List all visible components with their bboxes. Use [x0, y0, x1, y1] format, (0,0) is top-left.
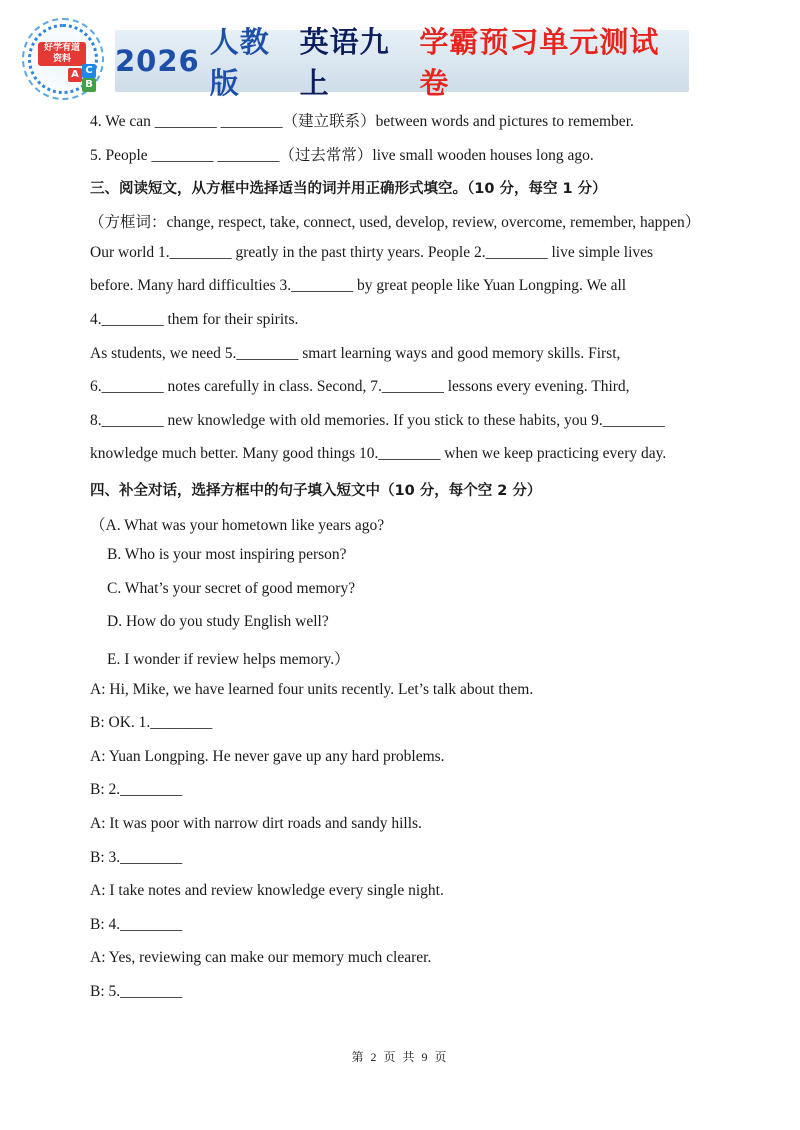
dialogue-line: B: 4.________	[90, 916, 183, 933]
banner-edition: 人教版	[209, 25, 270, 100]
dialogue-line: B: 2.________	[90, 781, 183, 798]
passage-line: 8.________ new knowledge with old memories. If you stick to these habits, you 9.________	[90, 412, 665, 429]
passage-line: 4.________ them for their spirits.	[90, 311, 299, 328]
banner-title: 学霸预习单元测试卷	[419, 25, 660, 100]
dialogue-line: B: OK. 1.________	[90, 714, 213, 731]
question-line: 5. People ________ ________（过去常常）live small wooden houses long ago.	[90, 147, 594, 164]
dialogue-line: A: I take notes and review knowledge every single night.	[90, 882, 444, 899]
abc-block-icon: C	[82, 64, 96, 78]
word-box: （方框词：change, respect, take, connect, used, develop, review, overcome, remember, happen）	[89, 214, 701, 231]
option-line: C. What’s your secret of good memory?	[107, 580, 356, 597]
page-number: 第 2 页 共 9 页	[351, 1050, 449, 1064]
dialogue-line: A: It was poor with narrow dirt roads and sandy hills.	[90, 815, 422, 832]
banner-year: 2026	[115, 44, 200, 78]
passage-line: As students, we need 5.________ smart learning ways and good memory skills. First,	[90, 345, 621, 362]
dialogue-line: A: Yuan Longping. He never gave up any hard problems.	[90, 748, 445, 765]
logo-text: 好学有道 资料	[38, 42, 86, 66]
banner-subject: 英语九上	[299, 25, 390, 100]
dialogue-line: B: 5.________	[90, 983, 183, 1000]
passage-line: 6.________ notes carefully in class. Second, 7.________ lessons every evening. Third,	[90, 378, 630, 395]
abc-block-icon: B	[82, 78, 96, 92]
passage-line: knowledge much better. Many good things 10.________ when we keep practicing every day.	[90, 445, 667, 462]
option-line: D. How do you study English well?	[107, 613, 329, 630]
section-heading: 四、补全对话，选择方框中的句子填入短文中（10 分，每个空 2 分）	[90, 483, 542, 499]
title-banner	[115, 25, 689, 100]
option-line: E. I wonder if review helps memory.）	[107, 651, 350, 668]
dialogue-line: A: Yes, reviewing can make our memory much clearer.	[90, 949, 432, 966]
dialogue-line: A: Hi, Mike, we have learned four units recently. Let’s talk about them.	[90, 681, 534, 698]
passage-line: Our world 1.________ greatly in the past thirty years. People 2.________ live simple lives	[90, 244, 654, 261]
dialogue-line: B: 3.________	[90, 849, 183, 866]
option-line: （A. What was your hometown like years ago?	[90, 517, 385, 534]
option-line: B. Who is your most inspiring person?	[107, 546, 347, 563]
publisher-logo	[22, 18, 104, 100]
passage-line: before. Many hard difficulties 3.________ by great people like Yuan Longping. We all	[90, 277, 627, 294]
header	[0, 0, 800, 105]
section-heading: 三、阅读短文，从方框中选择适当的词并用正确形式填空。（10 分，每空 1 分）	[90, 181, 607, 197]
abc-block-icon: A	[68, 68, 82, 82]
question-line: 4. We can ________ ________（建立联系）between words and pictures to remember.	[90, 113, 634, 130]
